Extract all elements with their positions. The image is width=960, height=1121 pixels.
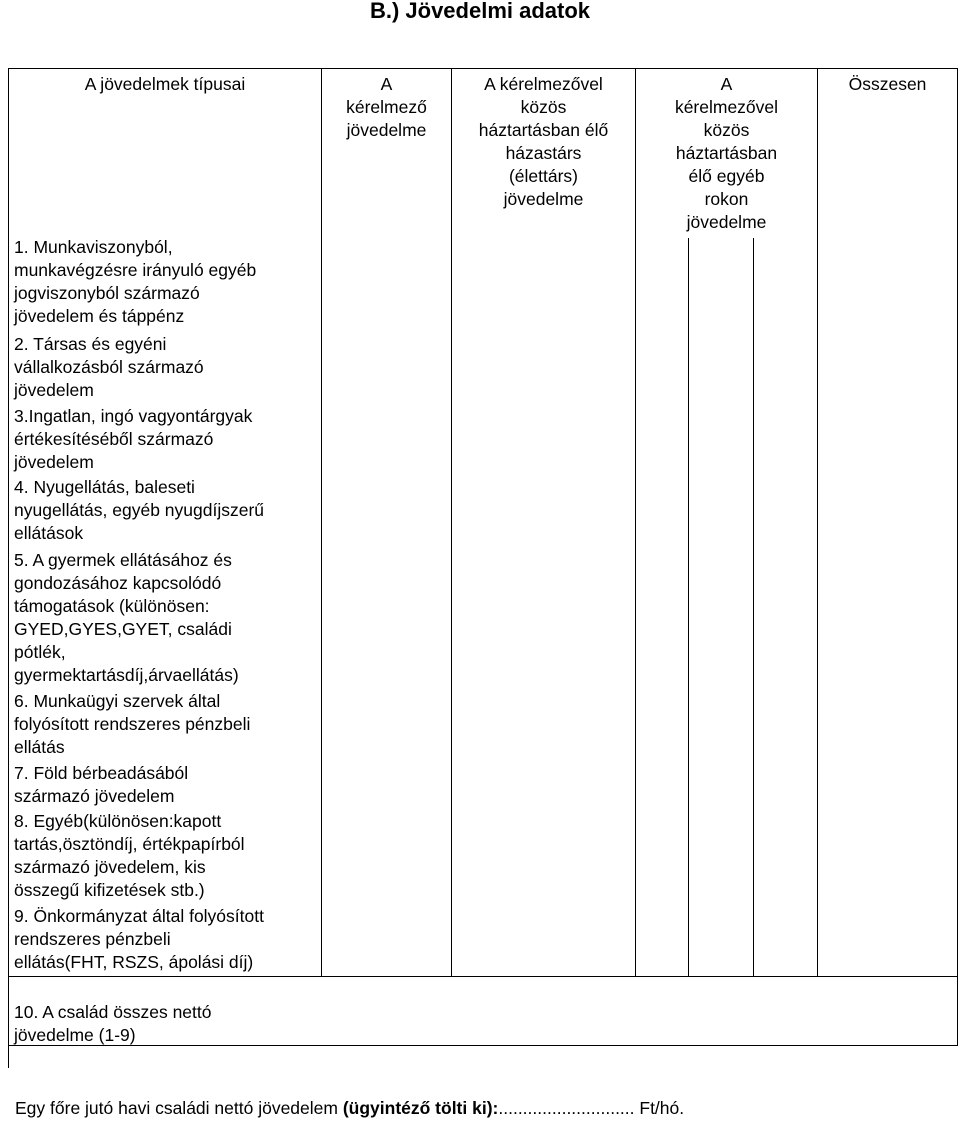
row-line: jövedelme (1-9) [14, 1025, 136, 1045]
col-divider-1 [321, 68, 322, 976]
per-capita-income-line [15, 1096, 684, 1120]
row-label-7 [14, 762, 316, 808]
table-top-border [8, 68, 958, 69]
header-line: A [720, 74, 733, 94]
row-line: 6. Munkaügyi szervek által [14, 691, 221, 711]
row-line: rendszeres pénzbeli [14, 929, 171, 949]
header-total: Összesen [848, 74, 927, 94]
header-line: A [380, 74, 393, 94]
header-line: kérelmezővel [674, 97, 779, 117]
row-line: pótlék, [14, 642, 66, 662]
row-label-10-total [14, 1001, 316, 1047]
table-right-border [957, 68, 958, 976]
row-line: jövedelem [14, 380, 94, 400]
row-label-3 [14, 405, 316, 474]
header-line: kérelmező [346, 97, 427, 117]
row-line: jövedelem és táppénz [14, 306, 185, 326]
row-label-1 [14, 236, 316, 328]
row-line: munkavégzésre irányuló egyéb [14, 260, 257, 280]
header-line: (élettárs) [508, 166, 579, 186]
row-label-5 [14, 549, 316, 687]
row-line: 3.Ingatlan, ingó vagyontárgyak [14, 406, 253, 426]
header-line: élő egyéb [688, 166, 765, 186]
row-line: 9. Önkormányzat által folyósított [14, 906, 264, 926]
row-line: tartás,ösztöndíj, értékpapírból [14, 834, 245, 854]
row-line: nyugellátás, egyéb nyugdíjszerű [14, 500, 265, 520]
row-line: 2. Társas és egyéni [14, 334, 167, 354]
row-line: összegű kifizetések stb.) [14, 880, 205, 900]
income-table [8, 68, 958, 1068]
row-line: jövedelem [14, 452, 94, 472]
row-line: 5. A gyermek ellátásához és [14, 550, 232, 570]
row-line: ellátás(FHT, RSZS, ápolási díj) [14, 952, 254, 972]
footer-prefix: Egy főre jutó havi családi nettó jövedelem [15, 1098, 343, 1118]
row-line: értékesítéséből származó [14, 429, 214, 449]
row-line: folyósított rendszeres pénzbeli [14, 714, 251, 734]
row-line: jogviszonyból származó [14, 283, 200, 303]
header-line: jövedelme [503, 189, 584, 209]
header-spouse-income [452, 73, 635, 211]
row-label-9 [14, 905, 316, 974]
row-line: 4. Nyugellátás, baleseti [14, 477, 195, 497]
header-line: jövedelme [686, 212, 767, 232]
row-label-4 [14, 476, 316, 545]
row-label-6 [14, 690, 316, 759]
col-subdivider-b [753, 238, 754, 976]
header-line: közös [520, 97, 567, 117]
total-row-right-border [957, 976, 958, 1046]
row-line: 1. Munkaviszonyból, [14, 237, 173, 257]
header-line: háztartásban élő [478, 120, 609, 140]
row-line: ellátás [14, 737, 65, 757]
header-relative-income [636, 73, 817, 234]
row-line: 7. Föld bérbeadásából [14, 763, 189, 783]
table-left-border [8, 68, 9, 1068]
header-line: jövedelme [346, 120, 427, 140]
header-line: háztartásban [675, 143, 778, 163]
row-line: származó jövedelem, kis [14, 857, 206, 877]
row-line: származó jövedelem [14, 786, 175, 806]
row-label-8 [14, 810, 316, 902]
row-line: támogatások (különösen: [14, 596, 210, 616]
header-line: házastárs [505, 143, 582, 163]
page-title: B.) Jövedelmi adatok [369, 0, 591, 23]
row-label-2 [14, 333, 316, 402]
col-divider-4 [817, 68, 818, 976]
header-income-types: A jövedelmek típusai [84, 74, 246, 94]
footer-bold-note: (ügyintéző tölti ki): [342, 1098, 499, 1118]
row-line: vállalkozásból származó [14, 357, 204, 377]
row-line: 8. Egyéb(különösen:kapott [14, 811, 222, 831]
header-line: közös [703, 120, 750, 140]
row-line: gondozásához kapcsolódó [14, 573, 222, 593]
row-line: 10. A család összes nettó [14, 1002, 212, 1022]
row-line: gyermektartásdíj,árvaellátás) [14, 665, 239, 685]
header-applicant-income [322, 73, 451, 142]
row-line: GYED,GYES,GYET, családi [14, 619, 232, 639]
row-divider-total [8, 976, 958, 977]
header-line: A kérelmezővel [484, 74, 603, 94]
row-line: ellátások [14, 523, 84, 543]
col-subdivider-a [688, 238, 689, 976]
header-line: rokon [704, 189, 749, 209]
footer-suffix: ............................ Ft/hó. [498, 1098, 685, 1118]
